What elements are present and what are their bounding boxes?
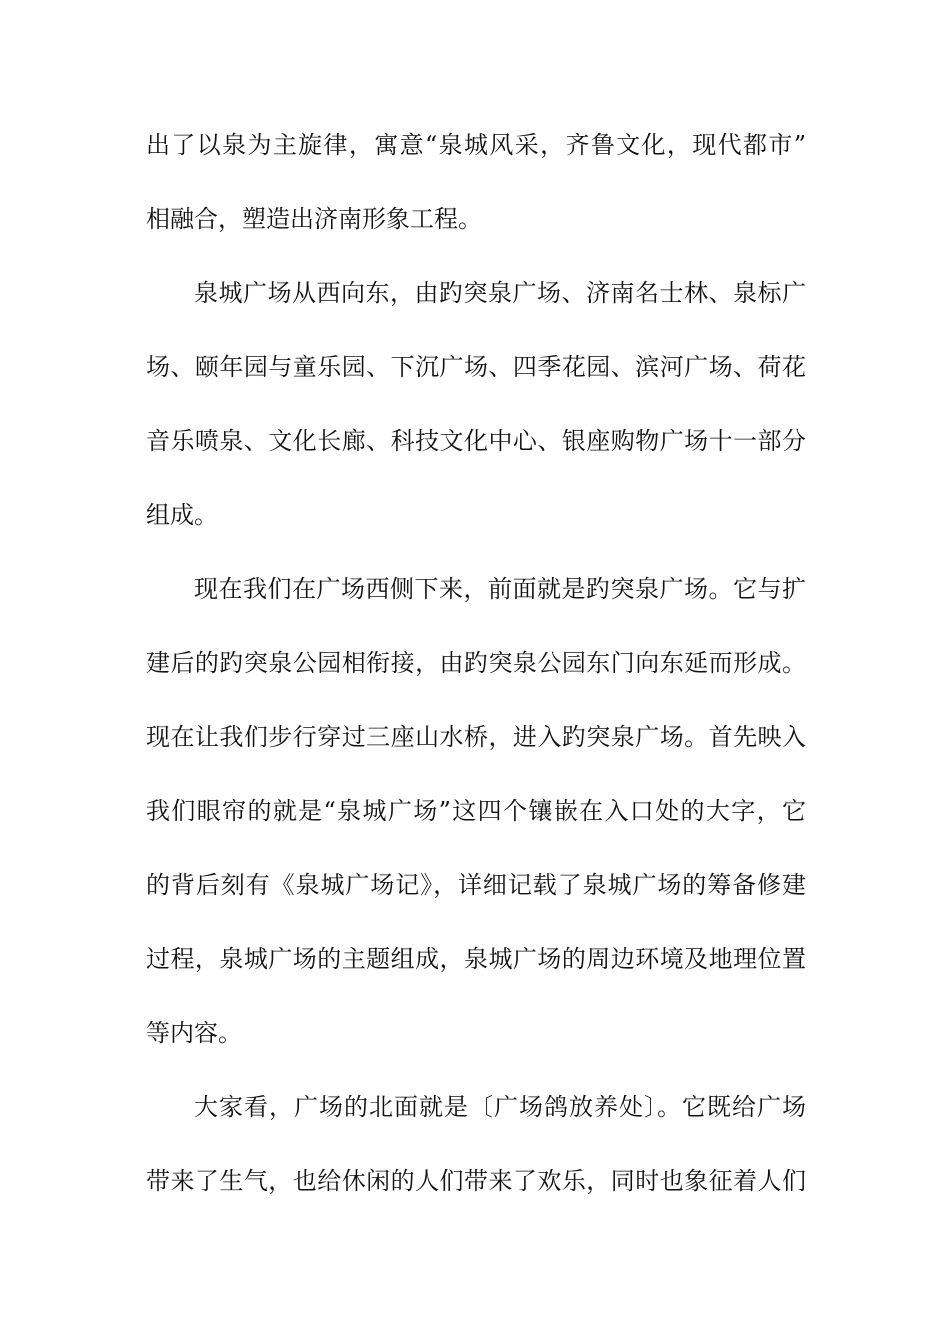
text-line: 大家看，广场的北面就是〔广场鸽放养处〕。它既给广场 xyxy=(194,1093,806,1121)
text-line: 过程，泉城广场的主题组成，泉城广场的周边环境及地理位置 xyxy=(146,945,806,973)
text-line: 泉城广场从西向东，由趵突泉广场、济南名士林、泉标广 xyxy=(194,279,806,307)
paragraph-3 xyxy=(146,567,806,1085)
document-body xyxy=(146,123,806,1233)
paragraph-2 xyxy=(146,271,806,567)
paragraph-4 xyxy=(146,1085,806,1233)
text-line: 建后的趵突泉公园相衔接，由趵突泉公园东门向东延而形成。 xyxy=(146,649,806,677)
text-line: 等内容。 xyxy=(146,1019,242,1047)
text-line: 现在让我们步行穿过三座山水桥，进入趵突泉广场。首先映入 xyxy=(146,723,806,751)
paragraph-1 xyxy=(146,123,806,271)
text-line: 出了以泉为主旋律，寓意“泉城风采，齐鲁文化，现代都市” xyxy=(146,131,806,159)
text-line: 现在我们在广场西侧下来，前面就是趵突泉广场。它与扩 xyxy=(194,575,806,603)
text-line: 音乐喷泉、文化长廊、科技文化中心、银座购物广场十一部分 xyxy=(146,427,806,455)
text-line: 相融合，塑造出济南形象工程。 xyxy=(146,205,482,233)
text-line: 我们眼帘的就是“泉城广场”这四个镶嵌在入口处的大字，它 xyxy=(146,797,806,825)
text-line: 组成。 xyxy=(146,501,218,529)
text-line: 带来了生气，也给休闲的人们带来了欢乐，同时也象征着人们 xyxy=(146,1167,806,1195)
text-line: 场、颐年园与童乐园、下沉广场、四季花园、滨河广场、荷花 xyxy=(146,353,806,381)
text-line: 的背后刻有《泉城广场记》，详细记载了泉城广场的筹备修建 xyxy=(146,871,806,899)
